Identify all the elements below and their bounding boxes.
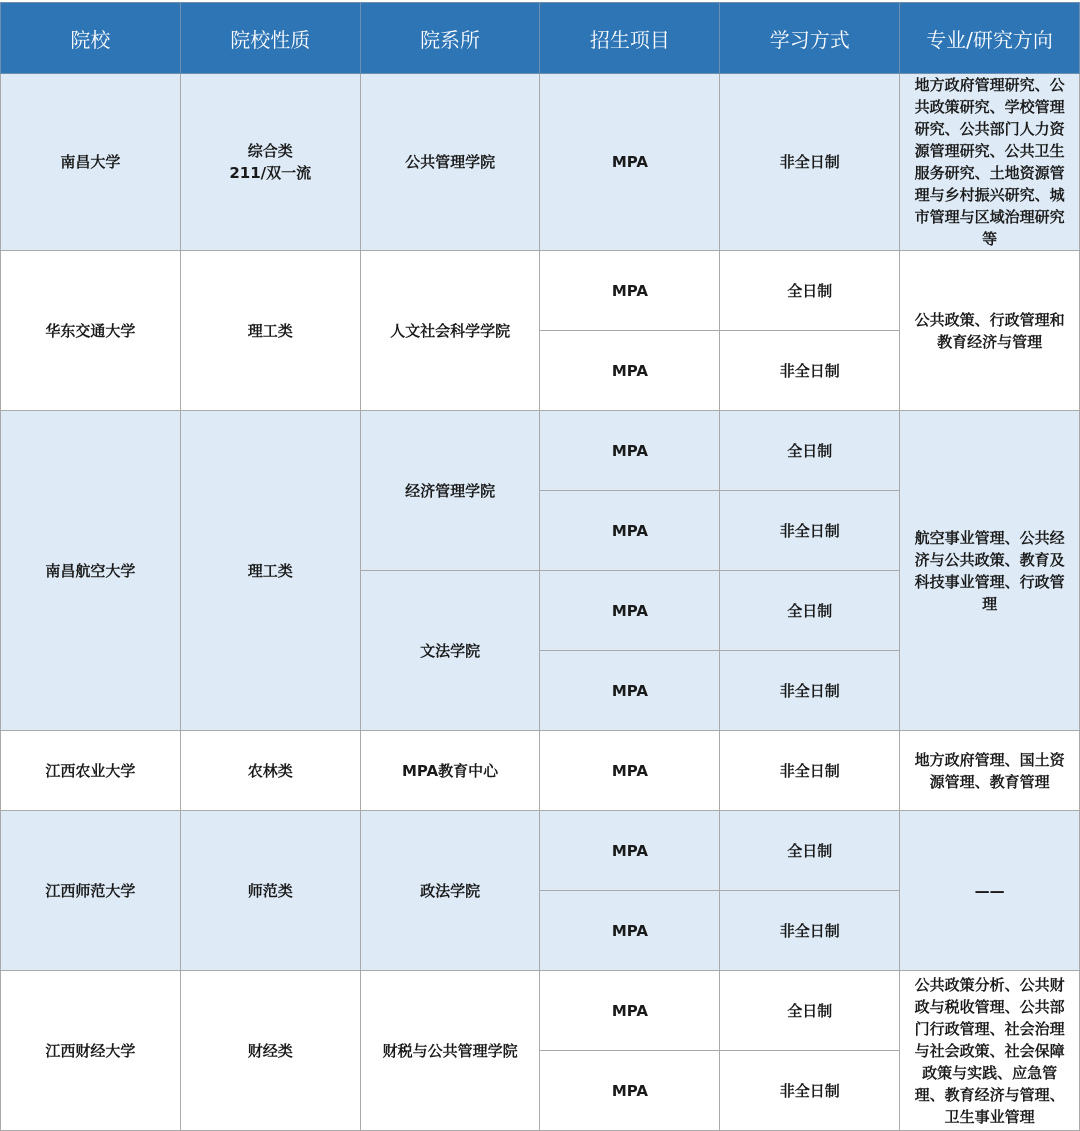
- table-row: [1, 811, 1080, 891]
- school-name: 南昌大学: [1, 74, 181, 251]
- research-direction: 地方政府管理研究、公共政策研究、学校管理研究、公共部门人力资源管理研究、公共卫生服务研究、土地资源管理与乡村振兴研究、城市管理与区域治理研究等: [900, 74, 1080, 251]
- study-mode: 非全日制: [720, 731, 900, 811]
- header-school: 院校: [1, 3, 181, 74]
- table-row: [1, 731, 1080, 811]
- project: MPA: [540, 651, 720, 731]
- study-mode: 全日制: [720, 811, 900, 891]
- school-type: 财经类: [180, 971, 360, 1131]
- project: MPA: [540, 811, 720, 891]
- research-direction: 公共政策、行政管理和教育经济与管理: [900, 251, 1080, 411]
- admissions-table: [0, 2, 1080, 1131]
- project: MPA: [540, 571, 720, 651]
- research-direction: 公共政策分析、公共财政与税收管理、公共部门行政管理、社会治理与社会政策、社会保障政策与实践、应急管理、教育经济与管理、卫生事业管理: [900, 971, 1080, 1131]
- research-direction: 地方政府管理、国土资源管理、教育管理: [900, 731, 1080, 811]
- department: 经济管理学院: [360, 411, 540, 571]
- school-name: 南昌航空大学: [1, 411, 181, 731]
- project: MPA: [540, 731, 720, 811]
- school-type: 综合类 211/双一流: [180, 74, 360, 251]
- header-study-mode: 学习方式: [720, 3, 900, 74]
- study-mode: 全日制: [720, 571, 900, 651]
- study-mode: 全日制: [720, 411, 900, 491]
- department: 政法学院: [360, 811, 540, 971]
- study-mode: 全日制: [720, 251, 900, 331]
- school-type: 师范类: [180, 811, 360, 971]
- table-row: [1, 251, 1080, 331]
- header-department: 院系所: [360, 3, 540, 74]
- study-mode: 非全日制: [720, 491, 900, 571]
- project: MPA: [540, 411, 720, 491]
- department: MPA教育中心: [360, 731, 540, 811]
- study-mode: 非全日制: [720, 331, 900, 411]
- header-row: [1, 3, 1080, 74]
- header-direction: 专业/研究方向: [900, 3, 1080, 74]
- school-name: 江西师范大学: [1, 811, 181, 971]
- study-mode: 非全日制: [720, 891, 900, 971]
- school-name: 江西农业大学: [1, 731, 181, 811]
- project: MPA: [540, 971, 720, 1051]
- school-type: 理工类: [180, 411, 360, 731]
- study-mode: 全日制: [720, 971, 900, 1051]
- header-project: 招生项目: [540, 3, 720, 74]
- department: 财税与公共管理学院: [360, 971, 540, 1131]
- study-mode: 非全日制: [720, 651, 900, 731]
- project: MPA: [540, 74, 720, 251]
- project: MPA: [540, 1051, 720, 1131]
- department: 文法学院: [360, 571, 540, 731]
- header-school-type: 院校性质: [180, 3, 360, 74]
- project: MPA: [540, 331, 720, 411]
- school-name: 江西财经大学: [1, 971, 181, 1131]
- project: MPA: [540, 491, 720, 571]
- department: 公共管理学院: [360, 74, 540, 251]
- department: 人文社会科学学院: [360, 251, 540, 411]
- project: MPA: [540, 891, 720, 971]
- school-type: 农林类: [180, 731, 360, 811]
- school-type: 理工类: [180, 251, 360, 411]
- study-mode: 非全日制: [720, 1051, 900, 1131]
- project: MPA: [540, 251, 720, 331]
- school-name: 华东交通大学: [1, 251, 181, 411]
- study-mode: 非全日制: [720, 74, 900, 251]
- research-direction: 航空事业管理、公共经济与公共政策、教育及科技事业管理、行政管理: [900, 411, 1080, 731]
- table-row: [1, 971, 1080, 1051]
- table-row: [1, 411, 1080, 491]
- research-direction: ——: [900, 811, 1080, 971]
